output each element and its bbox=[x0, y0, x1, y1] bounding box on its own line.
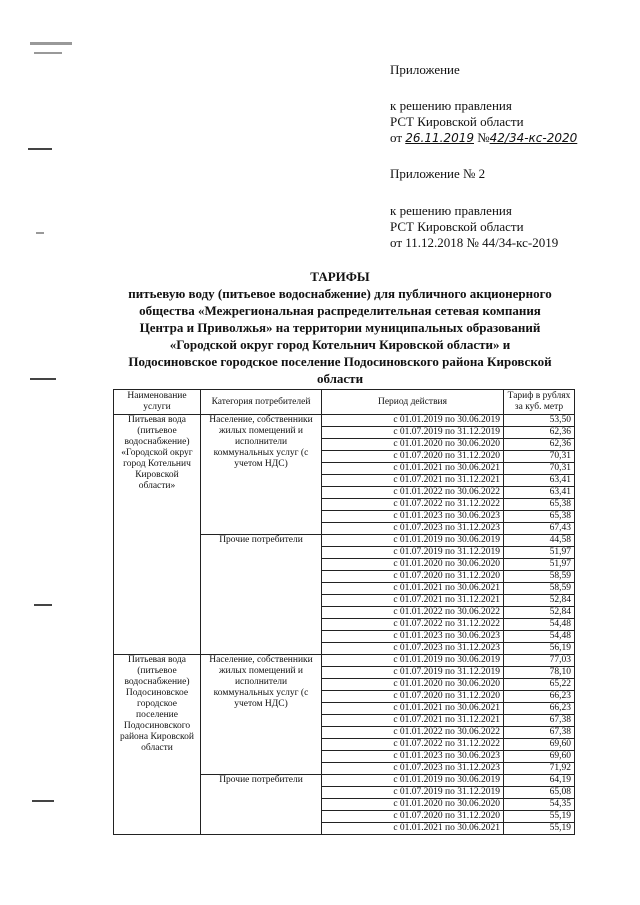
period-cell: с 01.07.2021 по 31.12.2021 bbox=[322, 715, 504, 727]
authority-label: РСТ Кировской области bbox=[390, 114, 524, 129]
tariff-value-cell: 63,41 bbox=[504, 487, 575, 499]
decision-to2-label: к решению правления bbox=[390, 203, 512, 218]
period-cell: с 01.01.2022 по 30.06.2022 bbox=[322, 607, 504, 619]
period-cell: с 01.01.2020 по 30.06.2020 bbox=[322, 799, 504, 811]
period-cell: с 01.07.2023 по 31.12.2023 bbox=[322, 523, 504, 535]
period-cell: с 01.07.2021 по 31.12.2021 bbox=[322, 595, 504, 607]
tariff-value-cell: 55,19 bbox=[504, 823, 575, 835]
category-cell: Прочие потребители bbox=[201, 775, 322, 835]
service-name-cell: Питьевая вода (питьевое водоснабжение) Подосиновское городское поселение Подосиновского района Кировской области bbox=[114, 655, 201, 835]
appendix-label: Приложение bbox=[390, 62, 460, 77]
title-line: Подосиновское городское поселение Подосиновского района Кировской bbox=[128, 354, 552, 369]
tariff-value-cell: 67,38 bbox=[504, 727, 575, 739]
period-cell: с 01.01.2019 по 30.06.2019 bbox=[322, 775, 504, 787]
period-cell: с 01.01.2020 по 30.06.2020 bbox=[322, 439, 504, 451]
tariff-value-cell: 63,41 bbox=[504, 475, 575, 487]
table-body bbox=[114, 415, 575, 835]
tariff-value-cell: 65,08 bbox=[504, 787, 575, 799]
tariff-value-cell: 53,50 bbox=[504, 415, 575, 427]
tariff-value-cell: 58,59 bbox=[504, 583, 575, 595]
tariff-value-cell: 64,19 bbox=[504, 775, 575, 787]
tariff-value-cell: 62,36 bbox=[504, 439, 575, 451]
tariff-value-cell: 67,38 bbox=[504, 715, 575, 727]
number-prefix: № bbox=[477, 130, 490, 145]
decision-date2-label: от 11.12.2018 № 44/34-кс-2019 bbox=[390, 235, 559, 250]
decision-to-label: к решению правления bbox=[390, 98, 512, 113]
period-cell: с 01.07.2022 по 31.12.2022 bbox=[322, 499, 504, 511]
period-cell: с 01.01.2022 по 30.06.2022 bbox=[322, 727, 504, 739]
tariff-value-cell: 69,60 bbox=[504, 751, 575, 763]
tariff-value-cell: 62,36 bbox=[504, 427, 575, 439]
period-cell: с 01.01.2019 по 30.06.2019 bbox=[322, 655, 504, 667]
tariff-value-cell: 66,23 bbox=[504, 691, 575, 703]
tariff-value-cell: 58,59 bbox=[504, 571, 575, 583]
tariff-value-cell: 78,10 bbox=[504, 667, 575, 679]
decision-date-line bbox=[390, 130, 577, 146]
tariff-value-cell: 54,48 bbox=[504, 619, 575, 631]
tariff-value-cell: 44,58 bbox=[504, 535, 575, 547]
period-cell: с 01.07.2023 по 31.12.2023 bbox=[322, 643, 504, 655]
tariff-value-cell: 56,19 bbox=[504, 643, 575, 655]
appendix2-label: Приложение № 2 bbox=[390, 166, 486, 181]
tariff-value-cell: 65,38 bbox=[504, 499, 575, 511]
period-cell: с 01.01.2021 по 30.06.2021 bbox=[322, 463, 504, 475]
scan-artifact bbox=[30, 42, 72, 45]
tariff-value-cell: 51,97 bbox=[504, 547, 575, 559]
document-title bbox=[100, 268, 580, 387]
tariff-value-cell: 52,84 bbox=[504, 607, 575, 619]
tariff-value-cell: 65,38 bbox=[504, 511, 575, 523]
authority2-label: РСТ Кировской области bbox=[390, 219, 524, 234]
scan-artifact bbox=[30, 378, 56, 380]
period-cell: с 01.07.2022 по 31.12.2022 bbox=[322, 739, 504, 751]
title-line: «Городской округ город Котельнич Кировской области» и bbox=[169, 337, 511, 352]
period-cell: с 01.01.2019 по 30.06.2019 bbox=[322, 415, 504, 427]
tariff-value-cell: 55,19 bbox=[504, 811, 575, 823]
period-cell: с 01.01.2020 по 30.06.2020 bbox=[322, 559, 504, 571]
title-heading: ТАРИФЫ bbox=[310, 269, 370, 284]
tariff-value-cell: 67,43 bbox=[504, 523, 575, 535]
table-header-row bbox=[114, 390, 575, 415]
scan-artifact bbox=[28, 148, 52, 150]
period-cell: с 01.01.2021 по 30.06.2021 bbox=[322, 823, 504, 835]
period-cell: с 01.07.2019 по 31.12.2019 bbox=[322, 547, 504, 559]
period-cell: с 01.07.2020 по 31.12.2020 bbox=[322, 571, 504, 583]
period-cell: с 01.07.2020 по 31.12.2020 bbox=[322, 691, 504, 703]
tariff-value-cell: 54,35 bbox=[504, 799, 575, 811]
scan-artifact bbox=[36, 232, 44, 234]
period-cell: с 01.01.2022 по 30.06.2022 bbox=[322, 487, 504, 499]
tariffs-table bbox=[113, 389, 575, 835]
period-cell: с 01.01.2020 по 30.06.2020 bbox=[322, 679, 504, 691]
scan-artifact bbox=[32, 800, 54, 802]
period-cell: с 01.07.2020 по 31.12.2020 bbox=[322, 451, 504, 463]
tariff-value-cell: 65,22 bbox=[504, 679, 575, 691]
scan-artifact bbox=[34, 52, 62, 54]
period-cell: с 01.01.2019 по 30.06.2019 bbox=[322, 535, 504, 547]
handwritten-date: 26.11.2019 bbox=[405, 131, 474, 145]
title-line: области bbox=[316, 371, 364, 386]
table-row bbox=[114, 415, 575, 427]
category-cell: Прочие потребители bbox=[201, 535, 322, 655]
tariff-value-cell: 71,92 bbox=[504, 763, 575, 775]
handwritten-number: 42/34-кс-2020 bbox=[489, 131, 578, 145]
title-line: общества «Межрегиональная распределительная сетевая компания bbox=[139, 303, 541, 318]
date-prefix: от bbox=[390, 130, 403, 145]
period-cell: с 01.07.2020 по 31.12.2020 bbox=[322, 811, 504, 823]
period-cell: с 01.07.2019 по 31.12.2019 bbox=[322, 787, 504, 799]
period-cell: с 01.07.2022 по 31.12.2022 bbox=[322, 619, 504, 631]
tariff-value-cell: 69,60 bbox=[504, 739, 575, 751]
header-tariff: Тариф в рублях за куб. метр bbox=[504, 390, 575, 415]
tariff-value-cell: 77,03 bbox=[504, 655, 575, 667]
header-service: Наименование услуги bbox=[114, 390, 201, 415]
period-cell: с 01.07.2019 по 31.12.2019 bbox=[322, 427, 504, 439]
title-line: питьевую воду (питьевое водоснабжение) для публичного акционерного bbox=[128, 286, 552, 301]
period-cell: с 01.01.2023 по 30.06.2023 bbox=[322, 751, 504, 763]
tariff-value-cell: 70,31 bbox=[504, 451, 575, 463]
category-cell: Население, собственники жилых помещений и исполнители коммунальных услуг (с учетом НДС) bbox=[201, 655, 322, 775]
title-line: Центра и Приволжья» на территории муниципальных образований bbox=[139, 320, 541, 335]
tariff-value-cell: 51,97 bbox=[504, 559, 575, 571]
header-period: Период действия bbox=[322, 390, 504, 415]
period-cell: с 01.01.2021 по 30.06.2021 bbox=[322, 583, 504, 595]
tariff-value-cell: 52,84 bbox=[504, 595, 575, 607]
period-cell: с 01.01.2023 по 30.06.2023 bbox=[322, 511, 504, 523]
period-cell: с 01.01.2021 по 30.06.2021 bbox=[322, 703, 504, 715]
table-row bbox=[114, 655, 575, 667]
tariff-value-cell: 70,31 bbox=[504, 463, 575, 475]
period-cell: с 01.07.2021 по 31.12.2021 bbox=[322, 475, 504, 487]
period-cell: с 01.07.2019 по 31.12.2019 bbox=[322, 667, 504, 679]
period-cell: с 01.07.2023 по 31.12.2023 bbox=[322, 763, 504, 775]
header-category: Категория потребителей bbox=[201, 390, 322, 415]
category-cell: Население, собственники жилых помещений и исполнители коммунальных услуг (с учетом НДС) bbox=[201, 415, 322, 535]
period-cell: с 01.01.2023 по 30.06.2023 bbox=[322, 631, 504, 643]
tariff-value-cell: 54,48 bbox=[504, 631, 575, 643]
service-name-cell: Питьевая вода (питьевое водоснабжение) «Городской округ город Котельнич Кировской области» bbox=[114, 415, 201, 655]
scan-artifact bbox=[34, 604, 52, 606]
tariff-value-cell: 66,23 bbox=[504, 703, 575, 715]
